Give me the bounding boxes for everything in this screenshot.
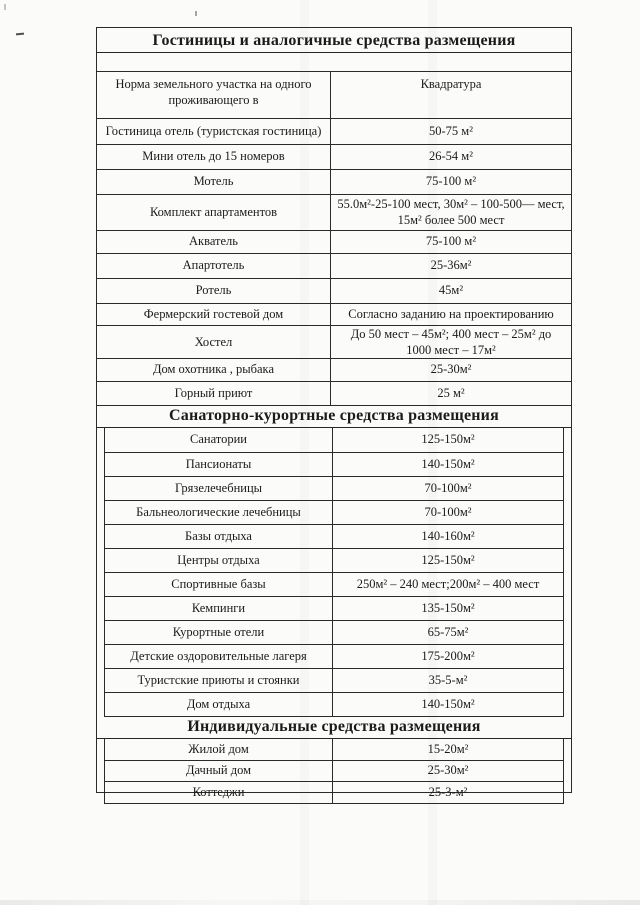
area-value: 140-160м² — [421, 528, 475, 543]
table-row — [97, 169, 571, 194]
area-value: 75-100 м² — [425, 174, 477, 189]
header-left-column: Норма земельного участка на одного проживающего в — [97, 72, 331, 118]
facility-name: Грязелечебницы — [105, 477, 333, 500]
table-row — [97, 303, 571, 325]
facility-name: Дом охотника , рыбака — [97, 359, 331, 381]
area-value: 175-200м² — [421, 648, 475, 663]
individual-section-title: Индивидуальные средства размещения — [97, 717, 571, 739]
area-value: 125-150м² — [421, 432, 475, 447]
table-row — [105, 476, 563, 500]
table-row — [105, 781, 563, 803]
table-row — [97, 253, 571, 278]
table-row — [105, 596, 563, 620]
area-value: 70-100м² — [424, 504, 472, 519]
facility-name: Кемпинги — [105, 597, 333, 620]
area-value: 140-150м² — [421, 696, 475, 711]
table-row — [97, 278, 571, 303]
facility-name: Ротель — [97, 279, 331, 303]
table-row — [105, 572, 563, 596]
individual-table — [104, 739, 564, 804]
table-row — [105, 760, 563, 781]
facility-name: Жилой дом — [105, 739, 333, 760]
facility-name: Комплект апартаментов — [97, 195, 331, 230]
scan-mark — [16, 33, 24, 36]
facility-name: Фермерский гостевой дом — [97, 304, 331, 325]
table-row — [105, 500, 563, 524]
table-row — [105, 668, 563, 692]
table-row — [97, 358, 571, 381]
facility-name: Спортивные базы — [105, 573, 333, 596]
facility-name: Дом отдыха — [105, 693, 333, 716]
area-value: 140-150м² — [421, 456, 475, 471]
facility-name: Базы отдыха — [105, 525, 333, 548]
table-row — [105, 692, 563, 716]
facility-name: Детские оздоровительные лагеря — [105, 645, 333, 668]
scan-edge-noise — [0, 900, 640, 905]
area-value: Согласно заданию на проектированию — [348, 306, 554, 321]
area-value: 135-150м² — [421, 600, 475, 615]
area-value: 25 м² — [437, 385, 465, 400]
sanatorium-table — [104, 428, 564, 717]
area-value: 75-100 м² — [425, 234, 477, 249]
table-row — [105, 620, 563, 644]
area-value: 25-36м² — [430, 258, 472, 273]
area-value: 65-75м² — [427, 624, 469, 639]
facility-name: Пансионаты — [105, 453, 333, 476]
table-row — [105, 548, 563, 572]
facility-name: Хостел — [97, 326, 331, 359]
header-right-column: Квадратура — [420, 77, 482, 91]
table-row — [105, 644, 563, 668]
area-value: 55.0м²-25-100 мест, 30м² – 100-500— мест, 15м² более 500 мест — [337, 196, 565, 227]
facility-name: Коттеджи — [105, 782, 333, 803]
area-value: 15-20м² — [427, 741, 469, 756]
area-value: До 50 мест – 45м²; 400 мест – 25м² до 1000 мест – 17м² — [350, 327, 552, 357]
table-row — [105, 524, 563, 548]
facility-name: Туристские приюты и стоянки — [105, 669, 333, 692]
facility-name: Горный приют — [97, 382, 331, 405]
facility-name: Мини отель до 15 номеров — [97, 145, 331, 169]
area-value: 35-5-м² — [428, 672, 468, 687]
area-value: 25-30м² — [427, 763, 469, 778]
table-row — [97, 230, 571, 253]
area-value: 125-150м² — [421, 552, 475, 567]
area-value: 70-100м² — [424, 480, 472, 495]
area-value: 25-30м² — [430, 362, 472, 377]
scan-mark — [4, 4, 6, 10]
facility-name: Дачный дом — [105, 761, 333, 781]
facility-name: Апартотель — [97, 254, 331, 278]
tables-frame — [96, 27, 572, 799]
facility-name: Мотель — [97, 170, 331, 194]
hotels-table-title: Гостиницы и аналогичные средства размещения — [97, 32, 571, 53]
area-value: 50-75 м² — [429, 123, 473, 138]
facility-name: Санатории — [105, 428, 333, 452]
hotels-table-title-row — [97, 28, 571, 71]
area-value: 25-3-м² — [428, 784, 468, 799]
table-row — [105, 739, 563, 760]
table-row — [97, 118, 571, 144]
facility-name: Акватель — [97, 231, 331, 253]
table-row — [97, 194, 571, 230]
facility-name: Центры отдыха — [105, 549, 333, 572]
hotels-header-row — [97, 71, 571, 118]
area-value: 250м² – 240 мест;200м² – 400 мест — [356, 576, 540, 591]
area-value: 45м² — [438, 283, 464, 298]
table-row — [105, 428, 563, 452]
facility-name: Курортные отели — [105, 621, 333, 644]
table-row — [105, 452, 563, 476]
sanatorium-section-title: Санаторно-курортные средства размещения — [97, 405, 571, 428]
table-row — [97, 381, 571, 405]
facility-name: Бальнеологические лечебницы — [105, 501, 333, 524]
table-row — [97, 325, 571, 358]
facility-name: Гостиница отель (туристская гостиница) — [97, 119, 331, 144]
scan-mark — [195, 11, 197, 16]
table-row — [97, 144, 571, 169]
area-value: 26-54 м² — [429, 149, 473, 164]
